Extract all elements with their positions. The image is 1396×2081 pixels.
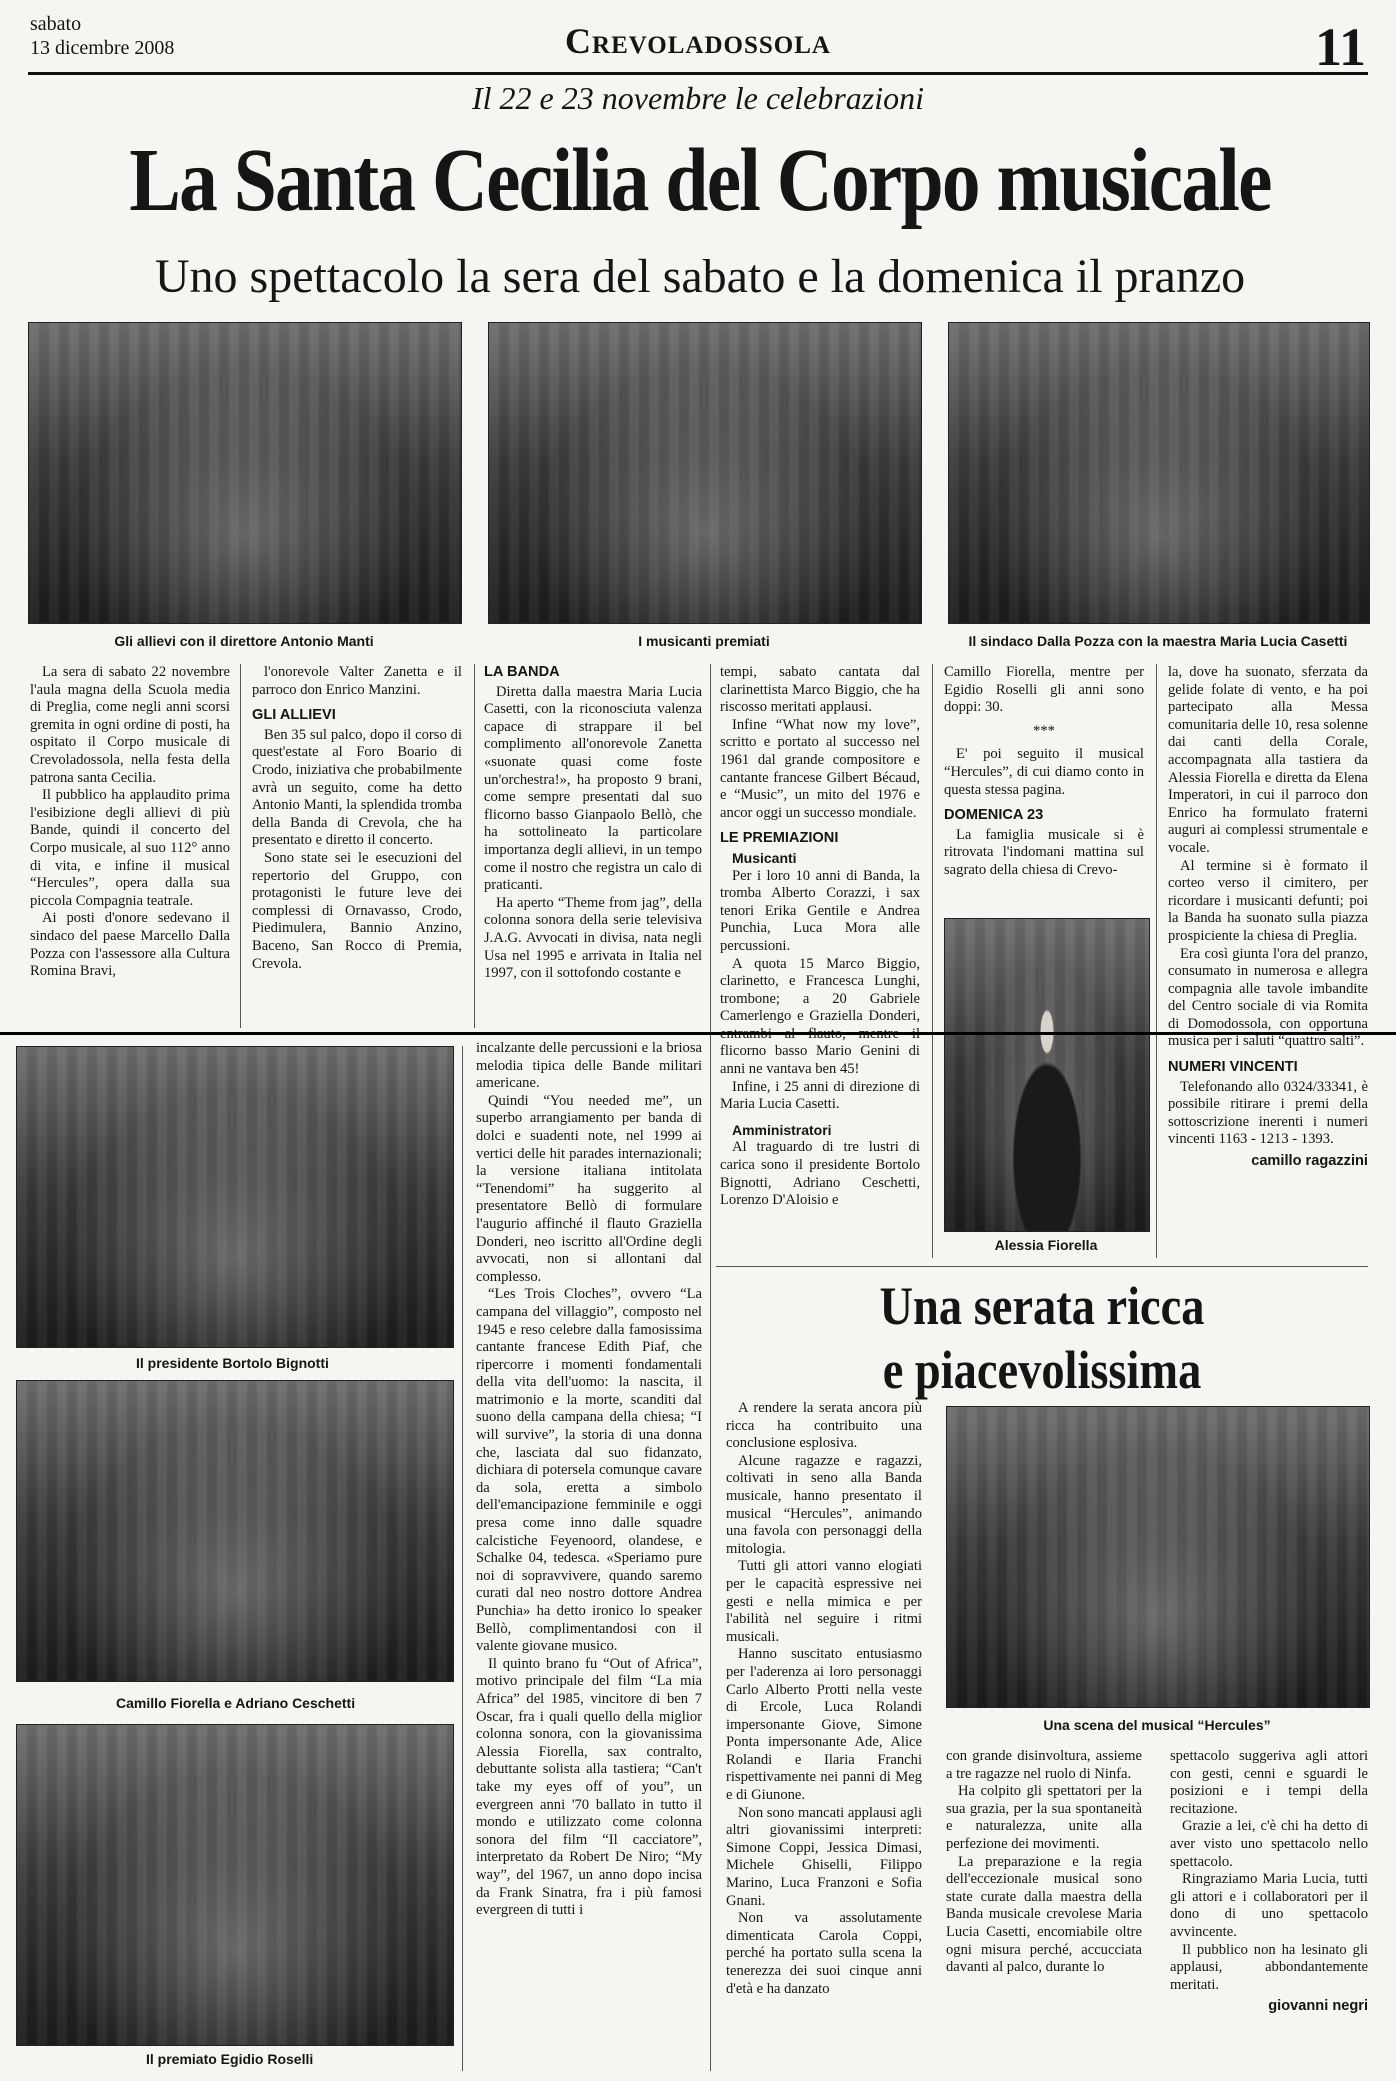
paragraph: Era così giunta l'ora del pranzo, consumato in numerosa e allegra compagnia alle tavole imbandite del Centro sociale di via Romita di Domodossola, con opportuna musica per i saluti “quattro salti”. [1168, 945, 1368, 1050]
article-column-3a [484, 664, 702, 983]
article-column-5 [944, 664, 1144, 880]
header-rule [28, 72, 1368, 75]
caption-photo6: Il premiato Egidio Roselli [146, 2051, 314, 2067]
paragraph: con grande disinvoltura, assieme a tre ragazze nel ruolo di Ninfa. [946, 1748, 1142, 1782]
column-rule [462, 1046, 463, 2071]
paragraph: Ringraziamo Maria Lucia, tutti gli attori e i collaboratori per il dono di uno spettacolo avvincente. [1170, 1871, 1368, 1940]
photo-alessia-fiorella [944, 918, 1150, 1232]
paragraph: Infine “What now my love”, scritto e portato al successo nel 1961 dal grande compositore e cantante francese Gilbert Bécaud, e “Music”, un mito del 1976 e ancor oggi un successo mondiale. [720, 716, 920, 821]
paragraph: Alcune ragazze e ragazzi, coltivati in seno alla Banda musicale, hanno presentato il musical “Hercules”, animando una favola con personaggi della mitologia. [726, 1452, 922, 1557]
separator-stars: *** [1033, 722, 1055, 739]
box-column-2 [946, 1748, 1142, 1977]
photo-fiorella-ceschetti [16, 1380, 454, 1682]
paragraph: Ha aperto “Theme from jag”, della colonna sonora della serie televisiva J.A.G. Avvocati in divisa, nata negli Usa nel 1995 e arrivata in Italia nel 1997, con il sottofondo costante e [484, 894, 702, 982]
subheading-allievi: GLI ALLIEVI [252, 707, 336, 724]
paragraph: spettacolo suggeriva agli attori con gesti, cenni e sguardi le posizioni e i tempi della recitazione. [1170, 1748, 1368, 1817]
paragraph: Tutti gli attori vanno elogiati per le capacità espressive nei gesti e nella mimica e per l'abilità nel seguire i ritmi musicali. [726, 1558, 922, 1645]
caption-photo3: Il sindaco Dalla Pozza con la maestra Maria Lucia Casetti [968, 633, 1348, 649]
article-column-6 [1168, 664, 1368, 1171]
article-kicker: Il 22 e 23 novembre le celebrazioni [471, 80, 924, 116]
article-column-3b [476, 1040, 702, 1920]
article-headline: La Santa Cecilia del Corpo musicale [129, 131, 1271, 230]
paragraph: l'onorevole Valter Zanetta e il parroco don Enrico Manzini. [252, 664, 462, 698]
paragraph: incalzante delle percussioni e la briosa melodia tipica delle Bande militari americane. [476, 1040, 702, 1092]
box-top-rule [716, 1266, 1368, 1267]
paragraph: A rendere la serata ancora più ricca ha contribuito una conclusione esplosiva. [726, 1400, 922, 1452]
column-rule [474, 664, 475, 1028]
paragraph: Telefonando allo 0324/33341, è possibile ritirare i premi della sottoscrizione inerenti i numeri vincenti 1163 - 1213 - 1393. [1168, 1078, 1368, 1148]
paragraph: “Les Trois Cloches”, ovvero “La campana del villaggio”, composto nel 1945 e reso celebre dalla famosissima cantante francese Edith Piaf, che ripercorre i momenti fondamentali della vita dell'uomo: la nascita, il matrimonio e la morte, scanditi dal suono della campana della chiesa; “I will survive”, la storia di una donna che, lasciata dal suo fidanzato, dichiara di potersela comunque cavare da sola, eretta a simbolo dell'emancipazione femminile e oggi presa come inno dalle squadre calcistiche Feyenoord, olandese, e Schalke 04, tedesca. «Speriamo pure noi di sopravvivere, quando saremo curati dal neo nostro dottore Andrea Punchia» ha detto ironico lo speaker Bellò, complimentandosi con il valente giovane musico. [476, 1286, 702, 1655]
column-rule [932, 664, 933, 1258]
paragraph: La famiglia musicale si è ritrovata l'indomani mattina sul sagrato della chiesa di Crevo- [944, 826, 1144, 878]
photo-figure [986, 988, 1108, 1231]
article-column-2 [252, 664, 462, 973]
article-column-4 [720, 664, 920, 1210]
photo-bignotti [16, 1046, 454, 1348]
paragraph: Quindi “You needed me”, un superbo arrangiamento per banda di dolci e suadenti note, nel 1999 ai vertici delle hit parades internazionali; la versione italiana intitolata “Tenendomi” ha suggerito al presentatore Bellò di formulare l'augurio affinché il flauto Graziella Donderi, neo iscritto all'Ordine degli avvocati, non si allontani dal complesso. [476, 1092, 702, 1285]
paragraph: Al termine si è formato il corteo verso il cimitero, per ricordare i musicanti defunti; poi la Banda ha suonato sulla piazza prospiciente la chiesa di Preglia. [1168, 857, 1368, 944]
box-column-1 [726, 1400, 922, 1998]
paragraph: Ben 35 sul palco, dopo il corso di quest'estate al Foro Boario di Crodo, iniziativa che probabilmente avrà un seguito, come ha detto Antonio Manti, la splendida tromba della Banda di Crevola, che ha presentato e diretto il concerto. [252, 726, 462, 849]
issue-date: 13 dicembre 2008 [30, 37, 175, 59]
subheading-numeri-vincenti: NUMERI VINCENTI [1168, 1059, 1298, 1076]
photo-sindaco [948, 322, 1370, 624]
article-column-1 [30, 664, 230, 981]
paragraph: Camillo Fiorella, mentre per Egidio Roselli gli anni sono doppi: 30. [944, 664, 1144, 716]
photo-musicanti [488, 322, 922, 624]
caption-photo7: Alessia Fiorella [994, 1237, 1098, 1253]
paragraph: La preparazione e la regia dell'eccezionale musical sono state curate dalla maestra della Banda musicale crevolese Maria Lucia Casetti, encomiabile oltre ogni misura perché, accucciata davanti al palco, durante lo [946, 1853, 1142, 1976]
column-rule [1156, 664, 1157, 1258]
photo-roselli [16, 1724, 454, 2046]
subheading-banda: LA BANDA [484, 664, 560, 680]
paragraph: Infine, i 25 anni di direzione di Maria Lucia Casetti. [720, 1078, 920, 1113]
paragraph: Grazie a lei, c'è chi ha detto di aver visto uno spettacolo nello spettacolo. [1170, 1818, 1368, 1870]
subheading-premiazioni: LE PREMIAZIONI [720, 830, 839, 847]
paragraph: Il quinto brano fu “Out of Africa”, motivo principale del film “La mia Africa” del 1985, vincitore di ben 7 Oscar, fra i quali quello della miglior colonna sonora, con la giovanissima Alessia Fiorella, sax contralto, debuttante solista alla tastiera; “Can't take my eyes off of you”, un evergreen anni '70 ballato in tutto il mondo e utilizzato come colonna sonora del film “Il cacciatore”, interpretato da Robert De Niro; “My way”, del 1967, un anno dopo incisa da Frank Sinatra, fra i più famosi evergreen di tutti i [476, 1655, 702, 1919]
box-column-3 [1170, 1748, 1368, 2016]
article-subhead: Uno spettacolo la sera del sabato e la domenica il pranzo [154, 250, 1246, 303]
signature-ragazzini: camillo ragazzini [1251, 1153, 1368, 1170]
paragraph: Diretta dalla maestra Maria Lucia Casetti, con la riconosciuta valenza capace di strappare il bel complimento all'onorevole Zanetta «suonate quasi come foste un'orchestra!», ha proposto 9 brani, come sempre presentati dal suo flicorno basso Gianpaolo Bellò, che ha sottolineato la particolare importanza degli allievi, in un tempo come il nostro che registra un calo di praticanti. [484, 683, 702, 894]
paragraph: Al traguardo di tre lustri di carica sono il presidente Bortolo Bignotti, Adriano Ceschetti, Lorenzo D'Aloisio e [720, 1139, 920, 1209]
box-title-line1: Una serata ricca [879, 1276, 1205, 1336]
caption-photo5: Camillo Fiorella e Adriano Ceschetti [116, 1695, 356, 1711]
paragraph: E' poi seguito il musical “Hercules”, di cui diamo conto in questa stessa pagina. [944, 746, 1144, 798]
paragraph: Hanno suscitato entusiasmo per l'aderenza ai loro personaggi Carlo Alberto Protti nella veste di Ercole, Luca Rolandi impersonante Giove, Simone Ponta impersonante Ade, Alice Rolandi e Ilaria Franchi rispettivamente nei panni di Meg e di Giunone. [726, 1646, 922, 1804]
caption-photo2: I musicanti premiati [638, 633, 770, 649]
paragraph: Il pubblico ha applaudito prima l'esibizione degli allievi di più Bande, quindi il concerto del Corpo musicale, al suo 112° anno di vita, e infine il musical “Hercules”, opera dalla sua piccola Compagnia teatrale. [30, 787, 230, 909]
paragraph: Il pubblico non ha lesinato gli applausi, abbondantemente meritati. [1170, 1941, 1368, 1993]
photo-allievi [28, 322, 462, 624]
box-title-line2: e piacevolissima [882, 1340, 1202, 1400]
paragraph: Per i loro 10 anni di Banda, la tromba Alberto Corazzi, i sax tenori Erika Gentile e Andrea Punchia, Luca Mora alle percussioni. [720, 867, 920, 954]
paragraph: la, dove ha suonato, sferzata da gelide folate di vento, e ha poi partecipato alla Messa comunitaria delle 10, resa solenne dai canti della Corale, accompagnata alla tastiera da Alessia Fiorella e diretta da Elena Imperatori, in cui il parroco don Enrico ha formulato fraterni auguri ai complessi strumentale e vocale. [1168, 664, 1368, 856]
page-number: 11 [1314, 17, 1366, 77]
caption-photo4: Il presidente Bortolo Bignotti [136, 1355, 329, 1371]
paragraph: Non sono mancati applausi agli altri giovanissimi interpreti: Simone Coppi, Jessica Dimasi, Michele Ghiselli, Filippo Marino, Luca Franzoni e Sofia Gnani. [726, 1804, 923, 1909]
section-name: Crevoladossola [565, 21, 831, 61]
paragraph: Ha colpito gli spettatori per la sua grazia, per la sua spontaneità e naturalezza, unite alla perfezione dei movimenti. [946, 1783, 1142, 1852]
photo-hercules-scene [946, 1406, 1370, 1708]
subheading-musicanti: Musicanti [732, 849, 797, 866]
paragraph: A quota 15 Marco Biggio, clarinetto, e Francesca Lunghi, trombone; a 20 Gabriele Camerlengo e Graziella Donderi, entrambi al flauto, mentre il flicorno basso Mario Genini di anni ne vantava ben 45! [720, 955, 920, 1078]
paragraph: La sera di sabato 22 novembre l'aula magna della Scuola media di Preglia, come negli anni scorsi gremita in ogni ordine di posti, ha ospitato il Corpo musicale di Crevoladossola, nella festa della patrona santa Cecilia. [30, 664, 230, 786]
caption-photo8: Una scena del musical “Hercules” [1043, 1717, 1271, 1733]
column-rule [710, 664, 711, 2071]
subheading-amministratori: Amministratori [732, 1121, 832, 1138]
caption-photo1: Gli allievi con il direttore Antonio Manti [114, 633, 374, 649]
subheading-domenica: DOMENICA 23 [944, 807, 1044, 824]
page-fold-line [0, 1032, 1396, 1035]
issue-day: sabato [30, 13, 82, 35]
paragraph: tempi, sabato cantata dal clarinettista Marco Biggio, che ha riscosso meritati applausi. [720, 664, 920, 716]
paragraph: Non va assolutamente dimenticata Carola Coppi, perché ha portato sulla scena la tenerezza dei suoi cinque anni d'età e ha danzato [726, 1910, 922, 1997]
paragraph: Sono state sei le esecuzioni del repertorio del Gruppo, con protagonisti le future leve dei complessi di Ornavasso, Crodo, Piedimulera, Bannio Anzino, Baceno, San Rocco di Premia, Crevola. [252, 849, 462, 972]
signature-negri: giovanni negri [1268, 1998, 1368, 2015]
column-rule [240, 664, 241, 1028]
paragraph: Ai posti d'onore sedevano il sindaco del paese Marcello Dalla Pozza con l'assessore alla Cultura Romina Bravi, [30, 910, 230, 980]
